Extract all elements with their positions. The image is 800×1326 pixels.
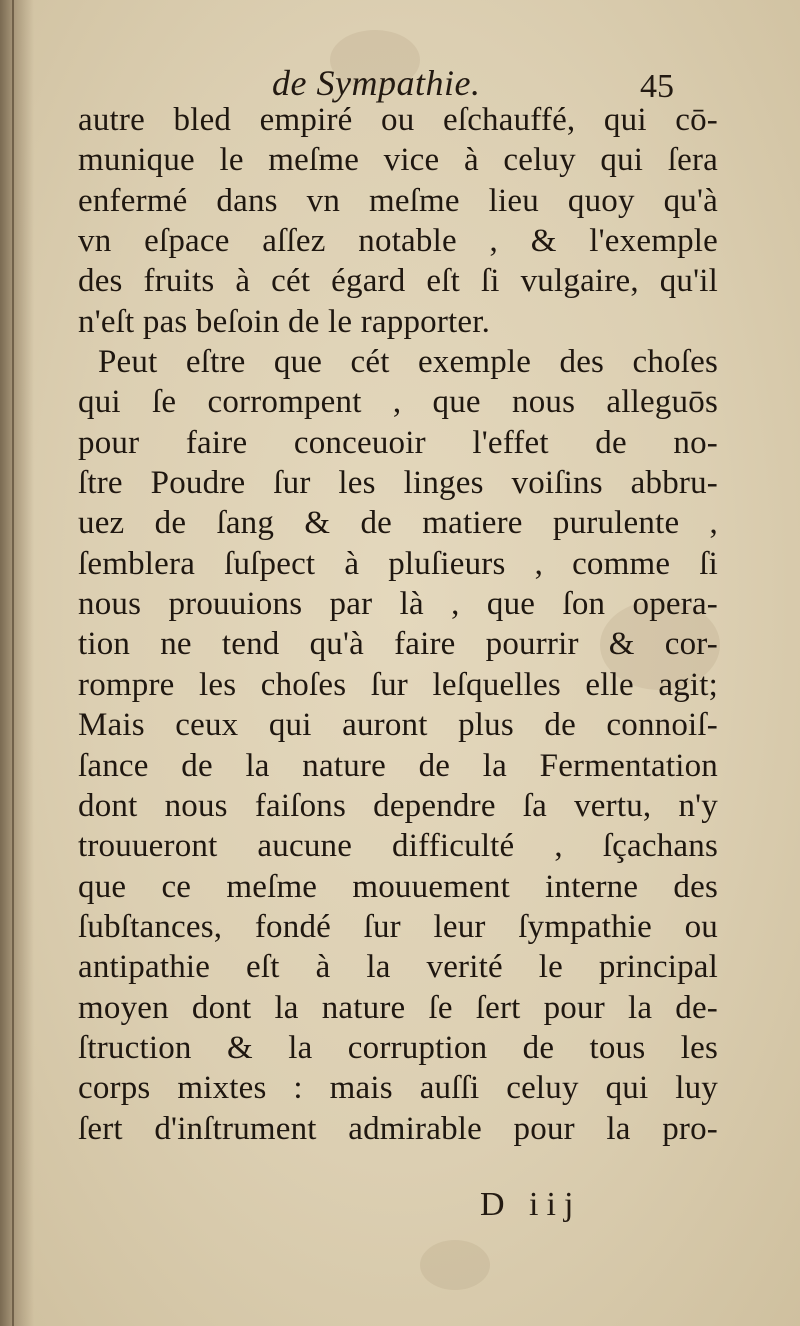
text-line: ſtruction & la corruption de tous les (78, 1029, 718, 1066)
text-line: des fruits à cét égard eſt ſi vulgaire, qu'il (78, 263, 718, 300)
text-line: pour faire conceuoir l'effet de no- (78, 424, 718, 461)
text-line: ſert d'inſtrument admirable pour la pro- (78, 1110, 718, 1147)
text-line: Mais ceux qui auront plus de connoiſ- (78, 707, 718, 744)
text-line: corps mixtes : mais auſſi celuy qui luy (78, 1070, 718, 1107)
page-number: 45 (640, 68, 674, 105)
text-line: que ce meſme mouuement interne des (78, 868, 718, 905)
text-line: ſtre Poudre ſur les linges voiſins abbru- (78, 465, 718, 502)
signature-mark: D iij (480, 1186, 582, 1223)
binding-edge (12, 0, 14, 1326)
body-text (78, 100, 718, 1149)
text-line: ſance de la nature de la Fermentation (78, 747, 718, 784)
text-line: uez de ſang & de matiere purulente , (78, 505, 718, 542)
text-line: rompre les choſes ſur leſquelles elle agit; (78, 666, 718, 703)
paper-stain (420, 1240, 490, 1290)
binding-gutter-shadow (0, 0, 34, 1326)
text-line: qui ſe corrompent , que nous alleguōs (78, 384, 718, 421)
text-line: ſemblera ſuſpect à pluſieurs , comme ſi (78, 545, 718, 582)
text-line: tion ne tend qu'à faire pourrir & cor- (78, 626, 718, 663)
text-line: munique le meſme vice à celuy qui ſera (78, 142, 718, 179)
text-line: Peut eſtre que cét exemple des choſes (98, 344, 718, 381)
text-line: antipathie eſt à la verité le principal (78, 949, 718, 986)
text-line: enfermé dans vn meſme lieu quoy qu'à (78, 182, 718, 219)
text-line: ſubſtances, fondé ſur leur ſympathie ou (78, 908, 718, 945)
text-line: n'eſt pas beſoin de le rapporter. (78, 303, 491, 340)
text-line: moyen dont la nature ſe ſert pour la de- (78, 989, 718, 1026)
text-line: nous prouuions par là , que ſon opera- (78, 586, 718, 623)
text-line: autre bled empiré ou eſchauffé, qui cō- (78, 102, 718, 138)
running-title: de Sympathie. (272, 63, 481, 103)
text-line: trouueront aucune difficulté , ſçachans (78, 828, 718, 865)
text-line: dont nous faiſons dependre ſa vertu, n'y (78, 787, 718, 824)
text-line: vn eſpace aſſez notable , & l'exemple (78, 223, 718, 260)
